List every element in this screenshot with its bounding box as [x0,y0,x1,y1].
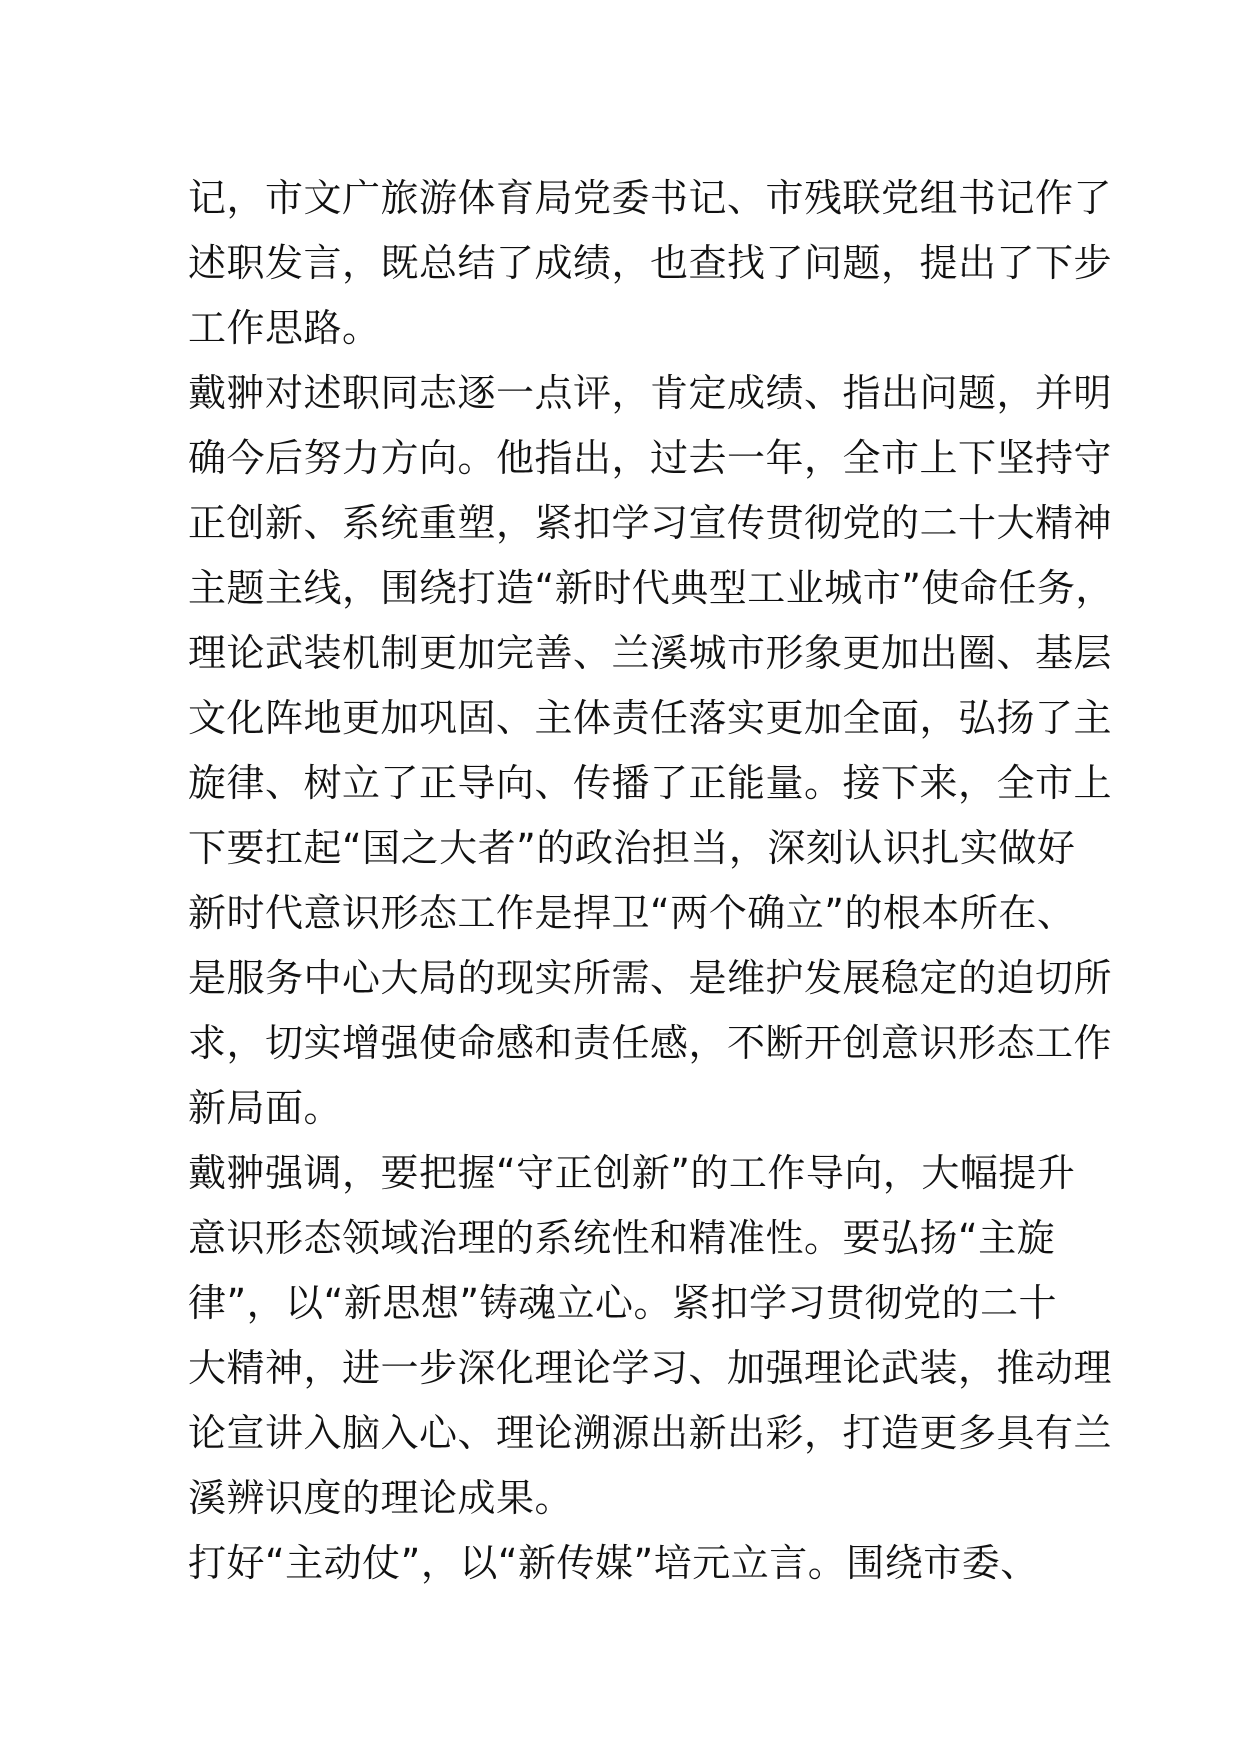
text-line: 打好“主动仗”，以“新传媒”培元立言。围绕市委、 [188,1541,1039,1585]
text-line: 是服务中心大局的现实所需、是维护发展稳定的迫切所 [188,956,1113,1000]
text-line: 记，市文广旅游体育局党委书记、市残联党组书记作了 [188,176,1113,220]
text-line: 确今后努力方向。他指出，过去一年，全市上下坚持守 [188,436,1113,480]
text-line: 旋律、树立了正导向、传播了正能量。接下来，全市上 [188,761,1113,805]
text-line: 溪辨识度的理论成果。 [188,1476,574,1520]
body-text [188,166,1114,1596]
text-line: 论宣讲入脑入心、理论溯源出新出彩，打造更多具有兰 [188,1411,1113,1455]
text-line: 新局面。 [188,1086,343,1130]
text-line: 戴翀对述职同志逐一点评，肯定成绩、指出问题，并明 [188,371,1113,415]
text-line: 大精神，进一步深化理论学习、加强理论武装，推动理 [188,1346,1113,1390]
text-line: 意识形态领域治理的系统性和精准性。要弘扬“主旋 [188,1216,1056,1260]
text-line: 律”，以“新思想”铸魂立心。紧扣学习贯彻党的二十 [188,1281,1058,1325]
text-line: 主题主线，围绕打造“新时代典型工业城市”使命任务， [188,566,1114,610]
text-line: 下要扛起“国之大者”的政治担当，深刻认识扎实做好 [188,826,1076,870]
text-line: 正创新、系统重塑，紧扣学习宣传贯彻党的二十大精神 [188,501,1113,545]
text-line: 戴翀强调，要把握“守正创新”的工作导向，大幅提升 [188,1151,1076,1195]
text-line: 求，切实增强使命感和责任感，不断开创意识形态工作 [188,1021,1113,1065]
text-line: 工作思路。 [188,306,381,350]
text-line: 理论武装机制更加完善、兰溪城市形象更加出圈、基层 [188,631,1113,675]
text-line: 述职发言，既总结了成绩，也查找了问题，提出了下步 [188,241,1113,285]
text-line: 新时代意识形态工作是捍卫“两个确立”的根本所在、 [188,891,1076,935]
text-line: 文化阵地更加巩固、主体责任落实更加全面，弘扬了主 [188,696,1113,740]
